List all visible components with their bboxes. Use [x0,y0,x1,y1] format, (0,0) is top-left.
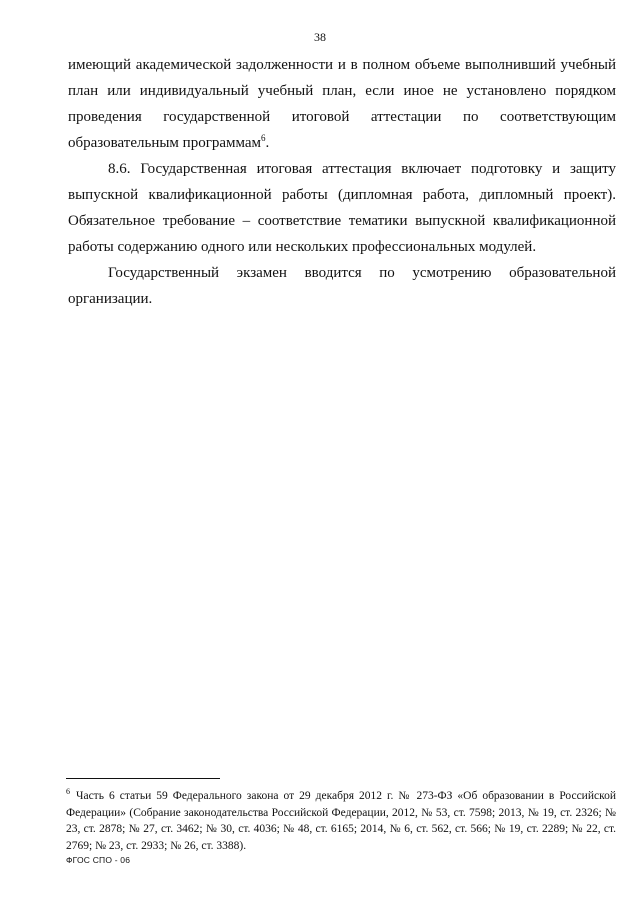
body-text [68,52,616,312]
paragraph-text: имеющий академической задолженности и в полном объеме выполнивший учебный план или индивидуальный учебный план, если иное не установлено порядком проведения государственной итоговой аттестации по соответствующим образовательным программам [68,57,616,151]
page-number: 38 [314,30,326,44]
footnote-marker: 6 [66,787,70,796]
footnote-text: Часть 6 статьи 59 Федерального закона от 29 декабря 2012 г. № 273-ФЗ «Об образовании в Российской Федерации» (Собрание законодательства Российской Федерации, 2012, № 53, ст. 7598; 2013, № 19, ст. 2326; № 23, ст. 2878; № 27, ст. 3462; № 30, ст. 4036; № 48, ст. 6165; 2014, № 6, ст. 562, ст. 566; № 19, ст. 2289; № 22, ст. 2769; № 23, ст. 2933; № 26, ст. 3388). [66,790,616,852]
footnote-reference[interactable]: 6 [261,133,266,143]
footnote [66,788,616,854]
paragraph-continuation [68,52,616,156]
paragraph-state-exam: Государственный экзамен вводится по усмотрению образовательной организации. [68,265,616,307]
document-code: ФГОС СПО - 06 [66,855,131,865]
paragraph-tail: . [265,135,270,151]
footnote-separator [66,778,220,779]
paragraph-section-8-6: 8.6. Государственная итоговая аттестация включает подготовку и защиту выпускной квалификационной работы (дипломная работа, дипломный проект). Обязательное требование – соответствие тематики выпускной квалификационной работы содержанию одного или нескольких профессиональных модулей. [68,161,616,255]
